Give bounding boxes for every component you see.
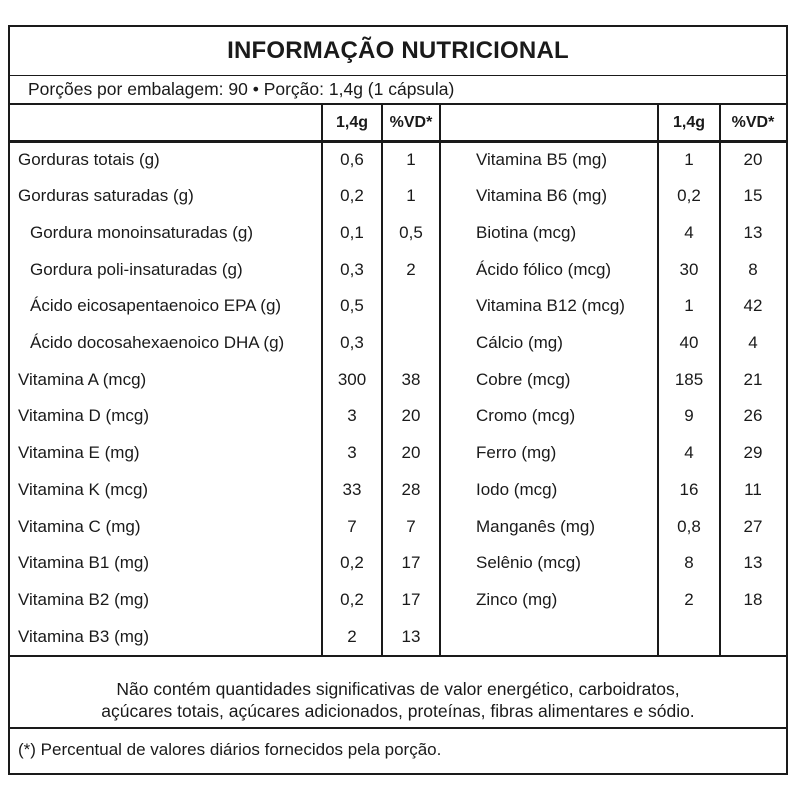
left-row-amount: 0,3 [340, 333, 364, 352]
right-row-label: Vitamina B5 (mg) [476, 149, 608, 169]
right-row-amount: 185 [674, 369, 704, 389]
left-row-amount: 0,6 [340, 149, 364, 169]
right-header-dv: %VD* [731, 113, 775, 131]
left-row-label: Vitamina E (mg) [18, 443, 140, 463]
right-row-label: Zinco (mg) [476, 589, 558, 609]
serving-info: Porções por embalagem: 90 • Porção: 1,4g (1 cápsula) [10, 75, 786, 103]
left-row-dv: 20 [401, 406, 421, 426]
right-row-amount: 2 [684, 589, 694, 609]
left-row-label: Gorduras totais (g) [18, 149, 160, 169]
right-row-amount: 4 [684, 443, 694, 463]
note-line-2: açúcares totais, açúcares adicionados, proteínas, fibras alimentares e sódio. [101, 701, 695, 721]
table-bottom-rule [10, 655, 786, 657]
right-row-dv: 4 [748, 333, 758, 352]
footnote-rule [10, 727, 786, 729]
left-row-label: Vitamina B3 (mg) [18, 626, 150, 646]
left-row-dv: 17 [401, 589, 421, 609]
left-row-amount: 0,2 [340, 553, 364, 573]
left-row-amount: 33 [342, 479, 362, 499]
right-row-label: Iodo (mcg) [476, 479, 558, 499]
left-row-dv: 2 [406, 259, 416, 279]
left-row-label: Vitamina C (mg) [18, 516, 141, 536]
right-row-dv: 27 [743, 516, 763, 536]
panel-title: INFORMAÇÃO NUTRICIONAL [227, 37, 569, 64]
left-row-amount: 0,2 [340, 589, 364, 609]
left-row-amount: 3 [347, 443, 357, 463]
right-row-dv: 15 [743, 186, 763, 206]
right-row-amount: 0,2 [677, 186, 701, 206]
left-row-amount: 3 [347, 406, 357, 426]
left-row-label: Vitamina B2 (mg) [18, 589, 150, 609]
right-row-label: Ferro (mg) [476, 443, 557, 463]
left-row-amount: 2 [347, 626, 357, 646]
note-line-1: Não contém quantidades significativas de valor energético, carboidratos, [116, 679, 680, 699]
right-row-dv: 18 [743, 589, 763, 609]
left-header-dv: %VD* [389, 113, 433, 131]
left-row-dv: 38 [401, 369, 421, 389]
left-row-dv: 17 [401, 553, 421, 573]
left-row-dv [382, 325, 440, 362]
left-row-label: Vitamina K (mcg) [18, 479, 149, 499]
right-row-label: Ácido fólico (mcg) [476, 259, 612, 279]
left-row-amount: 300 [337, 369, 367, 389]
left-row-amount: 0,1 [340, 222, 364, 242]
right-row-dv: 21 [743, 369, 763, 389]
right-row-label: Cromo (mcg) [476, 406, 576, 426]
right-row-label: Cobre (mcg) [476, 369, 571, 389]
left-row-label: Gorduras saturadas (g) [18, 186, 194, 206]
right-row-amount: 1 [684, 149, 694, 169]
left-row-dv: 0,5 [399, 222, 423, 242]
right-row-amount: 9 [684, 406, 694, 426]
right-row-label: Manganês (mg) [476, 516, 596, 536]
left-row-label: Gordura monoinsaturadas (g) [30, 222, 254, 242]
right-header-amount: 1,4g [672, 113, 705, 131]
nutrition-facts-panel [8, 25, 788, 775]
left-row-dv: 7 [406, 516, 416, 536]
left-header-amount: 1,4g [335, 113, 368, 131]
right-row-label [476, 618, 654, 655]
left-row-label: Ácido docosahexaenoico DHA (g) [30, 333, 285, 352]
right-row-amount [658, 618, 720, 655]
right-row-amount: 16 [679, 479, 699, 499]
right-row-amount: 8 [684, 553, 694, 573]
right-row-label: Vitamina B12 (mcg) [476, 296, 625, 316]
right-row-dv: 13 [743, 222, 763, 242]
left-row-label: Ácido eicosapentaenoico EPA (g) [30, 296, 282, 316]
left-row-amount: 0,2 [340, 186, 364, 206]
footnote: (*) Percentual de valores diários fornecidos pela porção. [18, 740, 442, 759]
left-row-amount: 0,3 [340, 259, 364, 279]
left-row-dv [382, 288, 440, 325]
right-row-dv: 8 [748, 259, 758, 279]
right-row-dv: 29 [743, 443, 763, 463]
left-row-amount: 7 [347, 516, 357, 536]
right-row-amount: 30 [679, 259, 699, 279]
left-row-label: Vitamina A (mcg) [18, 369, 147, 389]
left-row-label: Vitamina B1 (mg) [18, 553, 150, 573]
right-row-label: Cálcio (mg) [476, 333, 563, 352]
right-row-amount: 40 [679, 333, 699, 352]
left-row-dv: 1 [406, 149, 416, 169]
left-row-dv: 20 [401, 443, 421, 463]
right-row-dv: 20 [743, 149, 763, 169]
right-row-label: Selênio (mcg) [476, 553, 581, 573]
left-row-amount: 0,5 [340, 296, 364, 316]
left-row-dv: 28 [401, 479, 421, 499]
right-row-label: Vitamina B6 (mg) [476, 186, 608, 206]
right-row-label: Biotina (mcg) [476, 222, 577, 242]
left-row-dv: 1 [406, 186, 416, 206]
right-row-amount: 1 [684, 296, 694, 316]
right-row-dv: 26 [743, 406, 763, 426]
right-row-dv: 42 [743, 296, 763, 316]
left-row-dv: 13 [401, 626, 421, 646]
left-row-label: Gordura poli-insaturadas (g) [30, 259, 243, 279]
right-row-dv: 13 [743, 553, 763, 573]
right-row-amount: 4 [684, 222, 694, 242]
right-row-dv: 11 [744, 479, 762, 499]
right-row-amount: 0,8 [677, 516, 701, 536]
right-row-dv [720, 618, 786, 655]
left-row-label: Vitamina D (mcg) [18, 406, 149, 426]
